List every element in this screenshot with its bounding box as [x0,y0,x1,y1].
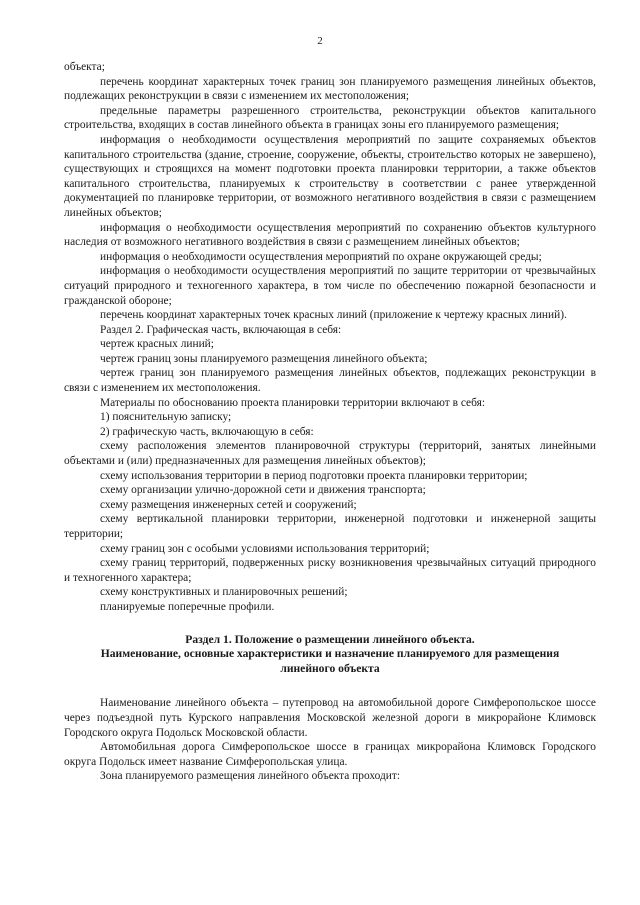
paragraph: предельные параметры разрешенного строительства, реконструкции объектов капитального строительства, входящих в состав линейного объекта в границах зоны его планируемого размещения; [64,104,596,132]
paragraph: перечень координат характерных точек границ зон планируемого размещения линейных объектов, подлежащих реконструкции в связи с изменением их местоположения; [64,75,596,103]
paragraph: информация о необходимости осуществления мероприятий по сохранению объектов культурного наследия от возможного негативного воздействия в связи с размещением линейных объектов; [64,221,596,249]
paragraph: Зона планируемого размещения линейного объекта проходит: [100,770,401,783]
paragraph: объекта; [64,61,105,73]
section-heading-line: линейного объекта [280,661,380,675]
section-heading-line: Наименование, основные характеристики и назначение планируемого для размещения [100,647,560,661]
paragraph: Материалы по обоснованию проекта планировки территории включают в себя: [100,396,486,409]
paragraph: чертеж границ зон планируемого размещения линейных объектов, подлежащих реконструкции в связи с изменением их местоположения. [64,367,596,395]
paragraph: Наименование линейного объекта – путепровод на автомобильной дороге Симферопольское шоссе через подъездной путь Курского направления Московской железной дороги в микрорайоне Климовск Городского округа Подольск Московской области. [64,697,596,739]
paragraph: схему организации улично-дорожной сети и движения транспорта; [100,484,426,497]
paragraph: схему размещения инженерных сетей и сооружений; [100,498,357,511]
paragraph: планируемые поперечные профили. [100,600,275,613]
section-heading [64,633,596,677]
paragraph: чертеж границ зоны планируемого размещения линейного объекта; [100,352,428,365]
paragraph: схему вертикальной планировки территории, инженерной подготовки и инженерной защиты территории; [64,513,596,540]
paragraph: чертеж красных линий; [100,338,214,351]
paragraph: информация о необходимости осуществления мероприятий по охране окружающей среды; [100,250,542,263]
paragraph: схему расположения элементов планировочной структуры (территорий, занятых линейными объектами и (или) предназначенных для размещения линейных объектов); [64,440,596,468]
section-heading-line: Раздел 1. Положение о размещении линейного объекта. [185,632,475,646]
paragraph: схему границ зон с особыми условиями использования территорий; [100,542,430,555]
paragraph: перечень координат характерных точек красных линий (приложение к чертежу красных линий). [100,309,567,322]
paragraph: информация о необходимости осуществления мероприятий по защите территории от чрезвычайных ситуаций природного и техногенного характера, в том числе по обеспечению пожарной безопасности и гражданской обороне; [64,265,596,307]
paragraph: Раздел 2. Графическая часть, включающая в себя: [100,323,342,336]
paragraph: схему использования территории в период подготовки проекта планировки территории; [100,469,528,482]
paragraph: 2) графическую часть, включающую в себя: [100,425,314,438]
document-body [64,60,596,784]
paragraph: схему границ территорий, подверженных риску возникновения чрезвычайных ситуаций природного и техногенного характера; [64,557,596,584]
paragraph: информация о необходимости осуществления мероприятий по защите сохраняемых объектов капитального строительства (здание, строение, сооружение, объекты, строительство которых не завершено), существующих и строящихся на момент подготовки проекта планировки территории, а также объектов капитального строительства, планируемых к строительству в соответствии с ранее утвержденной документацией по планировке территории, от возможного негативного воздействия в связи с размещением линейных объектов; [64,133,596,219]
paragraph: 1) пояснительную записку; [100,411,232,424]
paragraph: схему конструктивных и планировочных решений; [100,586,348,599]
page-number: 2 [317,35,323,47]
paragraph: Автомобильная дорога Симферопольское шоссе в границах микрорайона Климовск Городского округа Подольск имеет название Симферопольская улица. [64,741,596,768]
